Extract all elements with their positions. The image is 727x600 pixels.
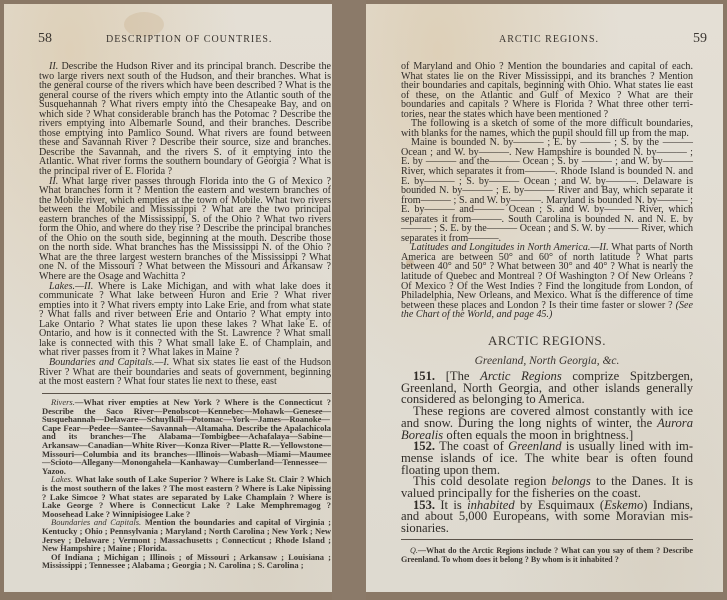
section-title: ARCTIC REGIONS. (487, 333, 606, 348)
paragraph: Boundaries and Capitals.—I. What six states lie east of the Hudson River ? What are their boundaries and seats of government, beginning at the most eastern ? What four states lie next to these, east (39, 356, 331, 388)
numbered-paragraph: 151. [The Arctic Regions comprize Spitzbergen, Greenland, North Georgia, and other islands generally considered as belonging to America. (401, 369, 693, 407)
paragraph: II. What large river passes through Florida into the G of Mexico ? What branches form it ? Mention the eastern and western branches of the Mobile river, which empties at the town of Mobile. What two rivers between the Mobile and Mississippi ? What are the two principal eastern branches of the Mississippi, S. of the Ohio ? What two rivers form the Ohio, and where do they rise ? Describe the principal branches of the Ohio on the south side, beginning at the mouth. Describe those on the north side. What branches has the Mississippi N. of the Ohio ? What are the three largest western branches of the Mississippi ? What one N. of the Missouri ? What between the Missouri and Arkansaw ? Where are the Osage and Wachitta ? (39, 175, 331, 283)
page-number: 59 (693, 31, 707, 46)
paragraph: Maine is bounded N. by——— ; E. by ——— ; S. by the ——— Ocean ; and W. by———. New Hampshire is bounded N. by——— ; E. by ——— and the——— Ocean ; S. by ——— ; and W. by——— River, which separates it from———. Rhode Island is bounded N. and E. by——— ; S. by——— Ocean ; and W. by———. Delaware is bounded N. by——— ; E. by——— River and Bay, which separate it from——— ; S. and W. by———. Maryland is bounded N. by——— ; E. by——— and——— Ocean ; S. and W. by——— River, which separates it from———. South Carolina is bounded N. and N. E. by——— ; S. E. by the——— Ocean ; and S. W. by ——— River, which separates it from———. (401, 137, 693, 244)
right-page (366, 4, 723, 592)
paragraph: The following is a sketch of some of the more difficult boundaries, with blanks for the names, which the pupil should fill up from the map. (401, 118, 693, 139)
paragraph: Lakes.—II. Where is Lake Michigan, and with what lake does it communicate ? What lake between Huron and Erie ? What river empties into it ? What rivers empty into Lake Erie, and from what state ? What falls and river between Erie and Ontario ? What empty into Lake Ontario ? What states lie upon these lakes ? What lake E. of Ontario, and how is it connected with the St. Lawrence ? What small lake is connected with this ? What small lake E. of Champlain, and what river passes from it ? What lakes in Maine ? (39, 280, 331, 359)
left-page (4, 4, 332, 592)
binding-gutter (332, 0, 366, 600)
numbered-paragraph: 153. It is inhabited by Esquimaux (Eskemo) Indians, and about 5,000 Europeans, with some Moravian missionaries. (401, 497, 693, 536)
main-text (401, 62, 693, 320)
main-text (39, 62, 331, 387)
paragraph: of Maryland and Ohio ? Mention the boundaries and capital of each. What states lie on the River Mississippi, and its branches ? Mention their boundaries and capitals, beginning with Ohio. What states lie east of these, on the Atlantic and Gulf of Mexico ? What are their boundaries and capitals ? Where is Florida ? What three other territories, near the states which have been mentioned ? (401, 61, 693, 120)
running-head: ARCTIC REGIONS. (499, 34, 600, 45)
running-head: DESCRIPTION OF COUNTRIES. (106, 34, 273, 45)
note-paragraph: Of Indiana ; Michigan ; Illinois ; of Missouri ; Arkansaw ; Louisiana ; Mississippi ; Tennessee ; Alabama ; Georgia ; N. Carolina ; S. Carolina ; (42, 551, 331, 571)
arctic-section-text (401, 371, 693, 535)
paragraph-number: 153. (413, 497, 436, 512)
review-notes (42, 398, 331, 570)
note-paragraph: Boundaries and Capitals. Mention the boundaries and capital of Virginia ; Kentucky ; Ohio ; Pennsylvania ; Maryland ; North Carolina ; New York ; New Jersey ; Delaware ; Vermont ; Massachusetts ; Connecticut ; Rhode Island ; New Hampshire ; Maine ; Florida. (42, 517, 331, 554)
numbered-paragraph: This cold desolate region belongs to the Danes. It is valued principally for the fisheries on the coast. (401, 474, 693, 501)
note-paragraph: Lakes. What lake south of Lake Superior ? Where is Lake St. Clair ? Which is the most southern of the lakes ? The most eastern ? Where is Lake Nipissing ? Lake Simcoe ? What states are separated by Lake Champlain ? Where is Lake George ? Where is Connecticut Lake ? Lake Memphremagog ? Moosehead Lake ? Winnipisiogee Lake ? (42, 474, 331, 519)
question-paragraph: Q.—What do the Arctic Regions include ? What can you say of them ? Describe Greenland. To whom does it belong ? By whom is it inhabited ? (401, 546, 693, 564)
paragraph: Latitudes and Longitudes in North America.—II. What parts of North America are between 50° and 60° of north latitude ? What parts between 40° and 50° ? What between 30° and 40° ? What is nearly the latitude of Quebec and Montreal ? Of Washington ? Of New Orleans ? Of Mexico ? Of the West Indies ? Find the longitude from London, of Philadelphia, New Orleans, and Mexico. What is the difference of time between these places and London ? Is their time faster or slower ? (See the Chart of the World, and page 45.) (401, 242, 693, 321)
divider-rule (42, 393, 331, 394)
numbered-paragraph: These regions are covered almost constantly with ice and snow. During the long nights of winter, the Aurora Borealis often equals the moon in brightness.] (401, 404, 693, 442)
divider-rule (401, 539, 693, 540)
paragraph-number: 152. (413, 439, 436, 454)
note-paragraph: Rivers.—What river empties at New York ? Where is the Connecticut ? Describe the Saco River—Penobscot—Kennebec—Mohawk—Genesee—Susquehannah—Delaware—Schuylkill—Potomac—York—James—Roanoke—Cape Fear—Pedee—Santee—Savannah—Altamaha. Describe the Apalachicola and its branches—The Alabama—Tombigbee—Achafalaya—Sabine—Arkansaw—Canadian—White River—Konza River—Platte R.—Yellowstone—Missouri—Columbia and its branches—Illinois—Wabash—Miami—Maumee—Scioto—Allegany—Monongahela—Kanhaway—Cumberland—Tennessee—Yazoo. (42, 397, 331, 476)
review-questions (401, 546, 693, 564)
numbered-paragraph: 152. The coast of Greenland is usually lined with immense islands of ice. The white bear is often found floating upon them. (401, 439, 694, 477)
page-number: 58 (38, 31, 52, 46)
section-subtitle: Greenland, North Georgia, &c. (474, 355, 620, 367)
paragraph-number: 151. (413, 369, 436, 383)
paragraph: II. Describe the Hudson River and its principal branch. Describe the two large rivers next south of the Hudson, and their branches. What is the general course of the rivers which have been described ? What is the general course of the rivers which empty into the Atlantic south of the Susquehannah ? What rivers empty into the Chesapeake Bay, and on which side ? What considerable branch has the Potomac ? Describe the rivers emptying into Albemarle Sound, and their branches. Describe those emptying into Pamlico Sound. What rivers are found between these and Savannah River ? Describe their source, size and branches. Describe the Savannah, and the rivers S. of it emptying into the Atlantic. What river forms the southern boundary of Georgia ? What is the principal river of E. Florida ? (39, 61, 331, 178)
